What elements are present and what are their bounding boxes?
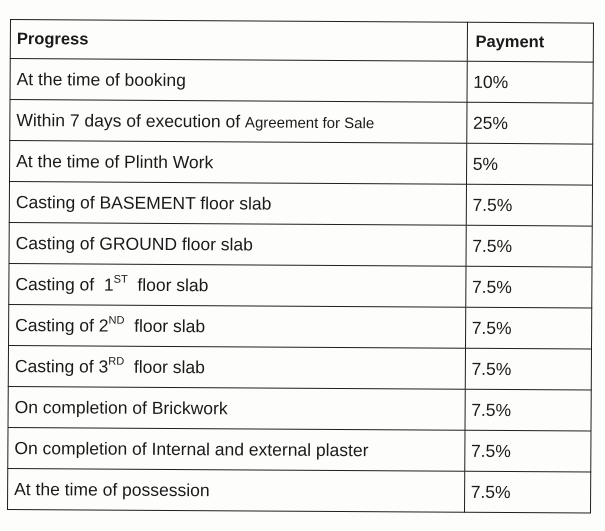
table-row	[8, 386, 591, 431]
payment-cell: 7.5%	[465, 348, 592, 390]
progress-cell: On completion of Brickwork	[8, 386, 465, 430]
payment-schedule-table	[7, 19, 594, 514]
progress-cell	[9, 304, 466, 348]
table-row	[8, 345, 591, 390]
payment-cell: 7.5%	[466, 184, 593, 226]
table-row	[9, 222, 592, 267]
progress-text: floor slab	[127, 274, 209, 295]
payment-cell: 7.5%	[464, 430, 591, 472]
progress-cell	[8, 345, 465, 389]
payment-cell: 7.5%	[465, 266, 592, 308]
table-row	[9, 304, 592, 349]
table-row	[8, 468, 591, 513]
progress-cell: Casting of GROUND floor slab	[9, 222, 466, 266]
table-row	[9, 263, 592, 308]
ordinal-suffix: RD	[108, 355, 125, 368]
progress-cell: Casting of BASEMENT floor slab	[9, 182, 466, 226]
payment-cell: 25%	[466, 102, 593, 144]
progress-text: floor slab	[124, 315, 206, 336]
payment-cell: 7.5%	[466, 225, 593, 267]
progress-cell	[9, 263, 466, 307]
progress-cell: At the time of possession	[8, 468, 465, 512]
table-row	[10, 100, 593, 145]
progress-cell: At the time of booking	[10, 59, 467, 103]
table-header-row	[10, 20, 593, 63]
progress-text: Casting of 2	[15, 314, 109, 336]
table-row	[10, 141, 593, 186]
progress-cell	[10, 100, 467, 144]
header-progress: Progress	[10, 20, 467, 62]
progress-cell: On completion of Internal and external plaster	[8, 427, 465, 471]
payment-cell: 5%	[466, 143, 593, 185]
table-row	[9, 182, 592, 227]
progress-text-small: Agreement for Sale	[244, 113, 375, 132]
ordinal-suffix: ND	[108, 314, 125, 327]
progress-cell: At the time of Plinth Work	[10, 141, 467, 185]
progress-text: floor slab	[124, 356, 205, 377]
payment-cell: 10%	[467, 61, 594, 103]
payment-cell: 7.5%	[465, 307, 592, 349]
progress-text: Within 7 days of execution of	[16, 109, 246, 131]
table-row	[10, 59, 593, 104]
payment-cell: 7.5%	[464, 471, 591, 513]
header-payment: Payment	[467, 22, 594, 62]
table-row	[8, 427, 591, 472]
progress-text: Casting of 1	[15, 273, 114, 295]
progress-text: Casting of 3	[14, 355, 109, 377]
ordinal-suffix: ST	[113, 273, 128, 286]
payment-cell: 7.5%	[465, 389, 592, 431]
